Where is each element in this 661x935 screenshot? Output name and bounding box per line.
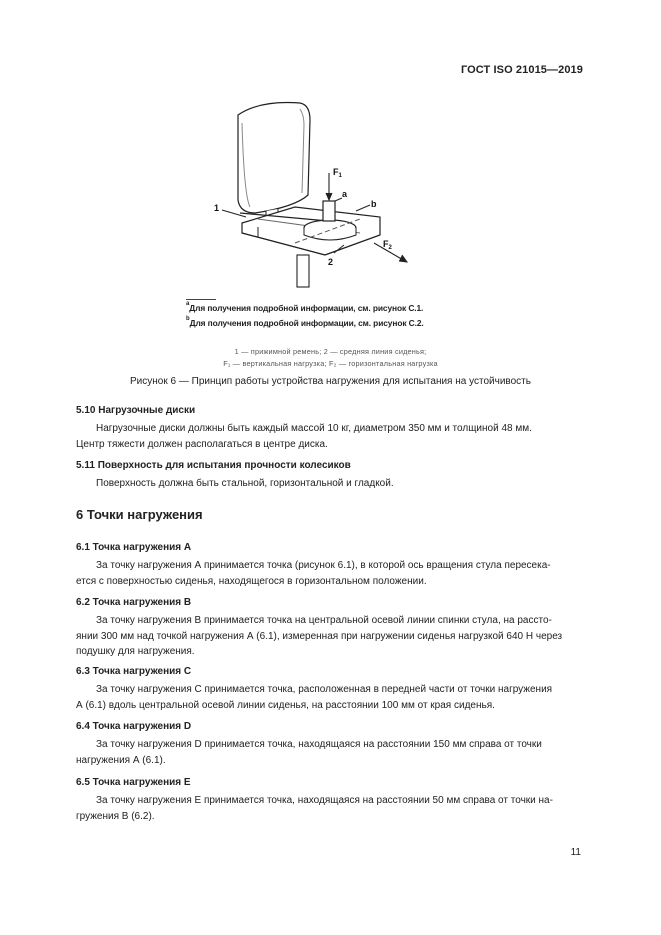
body-line: подушку для нагружения.: [76, 646, 195, 657]
figure-legend-line-2: F₁ — вертикальная нагрузка; F₂ — горизонтальная нагрузка: [223, 359, 438, 368]
section-title-6-2: 6.2 Точка нагружения В: [76, 597, 192, 608]
standard-header: ГОСТ ISO 21015—2019: [460, 64, 583, 76]
section-title-6-1: 6.1 Точка нагружения А: [76, 542, 192, 553]
figure-caption: Рисунок 6 — Принцип работы устройства нагружения для испытания на устойчивость: [130, 376, 531, 387]
section-body-6-2: [76, 613, 584, 660]
footnote-divider: [186, 299, 216, 300]
body-line: нагружения А (6.1).: [76, 754, 166, 766]
body-line: Поверхность должна быть стальной, горизонтальной и гладкой.: [96, 478, 394, 489]
section-body-6-4: [76, 737, 584, 768]
label-a: a: [342, 189, 348, 199]
body-line: За точку нагружения D принимается точка, находящаяся на расстоянии 150 мм справа от точки: [96, 739, 542, 750]
label-b: b: [371, 199, 377, 209]
section-title-6-5: 6.5 Точка нагружения Е: [76, 777, 191, 788]
section-body-5-10: [76, 421, 584, 452]
body-line: За точку нагружения Е принимается точка, находящаяся на расстоянии 50 мм справа от точки на-: [96, 795, 553, 806]
body-line: За точку нагружения С принимается точка, расположенная в передней части от точки нагружения: [96, 684, 553, 695]
body-line: янии 300 мм над точкой нагружения А (6.1), измеренная при нагружении сиденья нагрузкой 640 Н через: [76, 630, 563, 642]
section-body-6-1: [76, 558, 584, 589]
body-line: ется с поверхностью сиденья, находящегося в горизонтальном положении.: [76, 575, 427, 587]
body-line: Нагрузочные диски должны быть каждый массой 10 кг, диаметром 350 мм и толщиной 48 мм.: [96, 423, 532, 434]
section-title-6: 6 Точки нагружения: [76, 507, 203, 522]
body-line: Центр тяжести должен располагаться в центре диска.: [76, 438, 328, 450]
section-body-5-11: [76, 476, 584, 492]
body-line: А (6.1) вдоль центральной осевой линии сиденья, на расстоянии 100 мм от края сиденья.: [76, 699, 495, 711]
label-2: 2: [328, 257, 334, 267]
label-f2: $F_2$: [383, 239, 392, 251]
section-title-6-3: 6.3 Точка нагружения С: [76, 666, 192, 677]
section-body-6-5: [76, 793, 584, 824]
label-1: 1: [214, 203, 220, 213]
section-title-5-11: 5.11 Поверхность для испытания прочности колесиков: [76, 460, 351, 471]
body-line: гружения В (6.2).: [76, 810, 155, 822]
figure-footnote-b: $^b$Для получения подробной информации, см. рисунок С.2.: [186, 316, 424, 328]
page-number: 11: [570, 847, 581, 858]
figure-footnote-a: $^a$Для получения подробной информации, см. рисунок С.1.: [186, 301, 424, 313]
body-line: За точку нагружения А принимается точка (рисунок 6.1), в которой ось вращения стула пересека-: [96, 560, 551, 571]
chair-loading-figure: [200, 95, 440, 295]
body-line: За точку нагружения В принимается точка на центральной осевой линии спинки стула, на рассто-: [96, 615, 552, 626]
section-body-6-3: [76, 682, 584, 713]
label-f1: $F_1$: [333, 167, 342, 179]
section-title-5-10: 5.10 Нагрузочные диски: [76, 405, 196, 416]
section-title-6-4: 6.4 Точка нагружения D: [76, 721, 192, 732]
figure-legend-line-1: 1 — прижимной ремень; 2 — средняя линия сиденья;: [234, 347, 427, 356]
